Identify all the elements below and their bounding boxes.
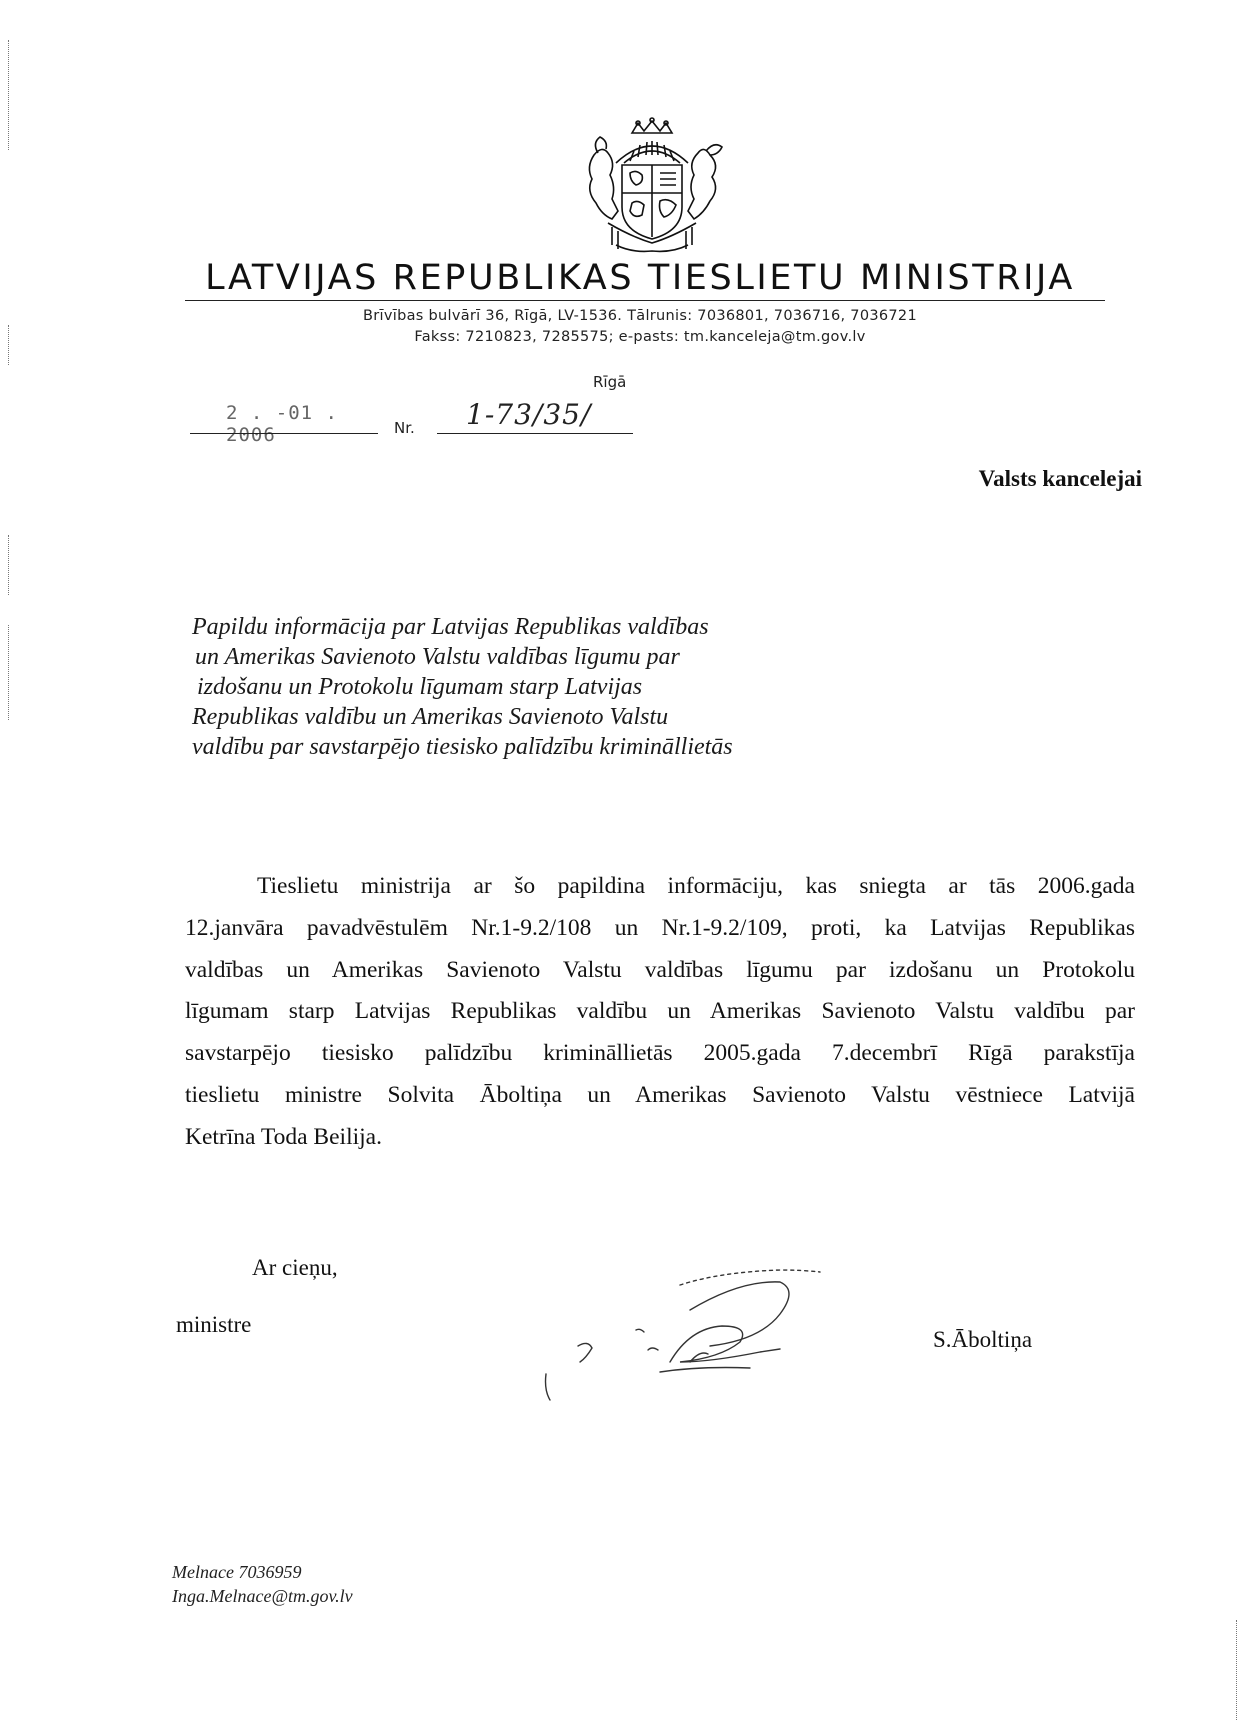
closing: Ar cieņu, [252,1255,338,1280]
signer-name: S.Āboltiņa [933,1327,1033,1352]
recipient: Valsts kancelejai [978,466,1142,491]
signer-position: ministre [176,1312,252,1337]
contact-phone: Melnace 7036959 [172,1562,302,1582]
subject-line: izdošanu un Protokolu līgumam starp Latvijas [197,674,643,700]
ministry-title: LATVIJAS REPUBLIKAS TIESLIETU MINISTRIJA [205,258,1075,298]
date-underline [190,433,378,434]
body-line: valdības un Amerikas Savienoto Valstu valdības līgumu par izdošanu un Protokolu [185,956,1135,983]
handwritten-signature [540,1250,840,1420]
subject-line: un Amerikas Savienoto Valstu valdības līgumu par [195,644,680,670]
title-rule [185,300,1105,301]
contact-email: Inga.Melnace@tm.gov.lv [172,1586,353,1606]
city-label: Rīgā [593,373,627,391]
body-line: tieslietu ministre Solvita Āboltiņa un Amerikas Savienoto Valstu vēstniece Latvijā [185,1081,1135,1108]
scan-edge-marks [8,535,11,595]
scan-edge-marks [8,625,11,720]
address-line: Brīvības bulvārī 36, Rīgā, LV-1536. Tālrunis: 7036801, 7036716, 7036721 [363,308,917,324]
subject-line: Papildu informācija par Latvijas Republikas valdības [192,614,709,640]
fax-email-line: Fakss: 7210823, 7285575; e-pasts: tm.kanceleja@tm.gov.lv [414,329,866,345]
body-line: Tieslietu ministrija ar šo papildina informāciju, kas sniegta ar tās 2006.gada [257,873,1135,899]
date-field [190,400,380,446]
body-line: Ketrīna Toda Beilija. [185,1123,382,1150]
body-line: 12.janvāra pavadvēstulēm Nr.1-9.2/108 un Nr.1-9.2/109, proti, ka Latvijas Republikas [185,914,1135,941]
scan-edge-marks [8,325,11,365]
coat-of-arms-icon [572,115,732,255]
body-paragraph [185,866,1135,1159]
subject-line: Republikas valdību un Amerikas Savienoto Valstu [192,704,669,730]
reference-number-value: 1-73/35/ [466,398,592,431]
scan-edge-marks [1236,1620,1239,1720]
reference-number-label: Nr. [394,419,415,437]
scan-edge-marks [8,40,11,150]
body-line: savstarpējo tiesisko palīdzību krimināllietās 2005.gada 7.decembrī Rīgā parakstīja [185,1040,1135,1067]
contact-info [172,1560,353,1608]
subject [192,612,892,762]
date-stamp: 2 . -01 . 2006 [226,402,338,446]
subject-line: valdību par savstarpējo tiesisko palīdzību krimināllietās [192,734,733,760]
reference-number-underline [437,433,633,434]
body-line: līgumam starp Latvijas Republikas valdību un Amerikas Savienoto Valstu valdību par [185,998,1135,1025]
